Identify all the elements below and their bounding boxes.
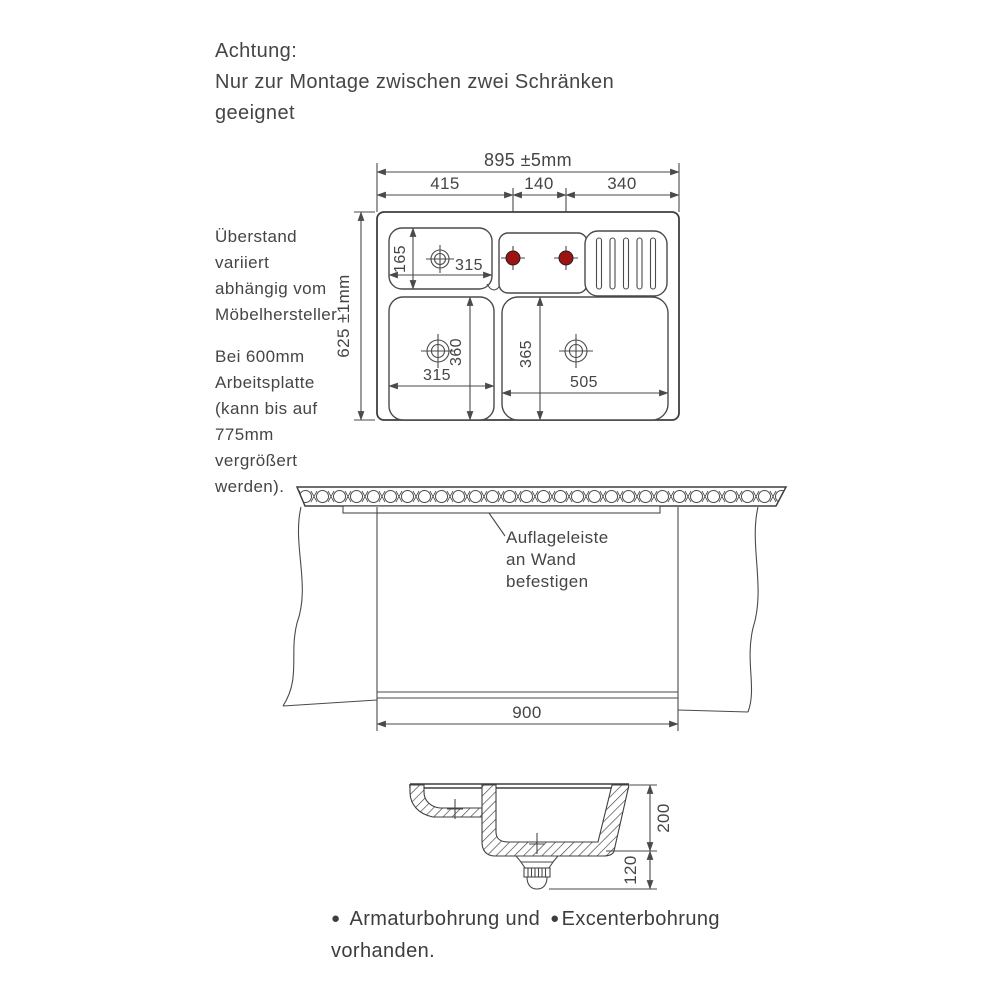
overhang-line-3: abhängig vom xyxy=(215,279,327,298)
worktop-line-6: werden). xyxy=(215,477,285,496)
bowl-wall-hatch xyxy=(482,785,629,856)
sink-rim xyxy=(410,784,629,788)
drain-assembly xyxy=(516,856,558,889)
dim-right-basin-width: 505 xyxy=(570,374,598,391)
dim-small-basin-depth: 165 xyxy=(392,245,409,273)
worktop-line-5: vergrößert xyxy=(215,451,298,470)
wall-section-drawing xyxy=(283,487,786,731)
overhang-line-2: variiert xyxy=(215,253,270,272)
bullet-icon: ● xyxy=(550,910,560,927)
worktop-line-1: Bei 600mm xyxy=(215,347,305,366)
bullet-icon: ● xyxy=(331,910,341,927)
dim-left-basin-depth: 360 xyxy=(448,338,465,366)
dim-overall-depth: 625 ±1mm xyxy=(334,274,353,358)
attention-line-3: geeignet xyxy=(215,102,295,124)
cabinet-right xyxy=(678,507,758,712)
dim-left-basin-width: 315 xyxy=(423,367,451,384)
overhang-line-4: Möbelhersteller. xyxy=(215,305,342,324)
drillings-note-line-2: vorhanden. xyxy=(331,940,436,962)
cross-section-drawing xyxy=(410,784,673,889)
dim-bowl-depth: 200 xyxy=(654,803,673,833)
dim-segment-left: 415 xyxy=(430,174,460,193)
dim-opening-width: 900 xyxy=(512,703,542,722)
top-view-drawing xyxy=(334,150,679,420)
trough-wall-hatch xyxy=(410,785,482,817)
opening-bottom-lines xyxy=(377,692,678,698)
cabinet-left xyxy=(283,507,377,706)
dim-drain-clearance: 120 xyxy=(621,855,640,885)
worktop-line-2: Arbeitsplatte xyxy=(215,373,315,392)
rail-note-line-2: an Wand xyxy=(506,550,577,569)
rail-note-line-3: befestigen xyxy=(506,572,589,591)
dim-small-basin-width: 315 xyxy=(455,257,483,274)
dim-overall-width: 895 ±5mm xyxy=(483,150,573,170)
drillings-segment-2: Excenterbohrung xyxy=(561,908,720,930)
dim-right-basin-depth: 365 xyxy=(518,340,535,368)
worktop-line-4: 775mm xyxy=(215,425,274,444)
overhang-line-1: Überstand xyxy=(215,227,298,246)
drainer-area xyxy=(585,231,667,296)
dim-segment-right: 340 xyxy=(607,174,637,193)
dim-segment-middle: 140 xyxy=(524,174,554,193)
mounting-rail xyxy=(343,506,660,513)
drillings-segment-1: Armaturbohrung und xyxy=(349,908,541,930)
rail-note-line-1: Auflageleiste xyxy=(506,528,609,547)
worktop-hatch xyxy=(297,487,786,506)
attention-line-2: Nur zur Montage zwischen zwei Schränken xyxy=(215,71,615,93)
worktop-line-3: (kann bis auf xyxy=(215,399,318,418)
attention-line-1: Achtung: xyxy=(215,40,298,62)
left-basin xyxy=(389,297,494,420)
leader-line xyxy=(489,513,505,536)
